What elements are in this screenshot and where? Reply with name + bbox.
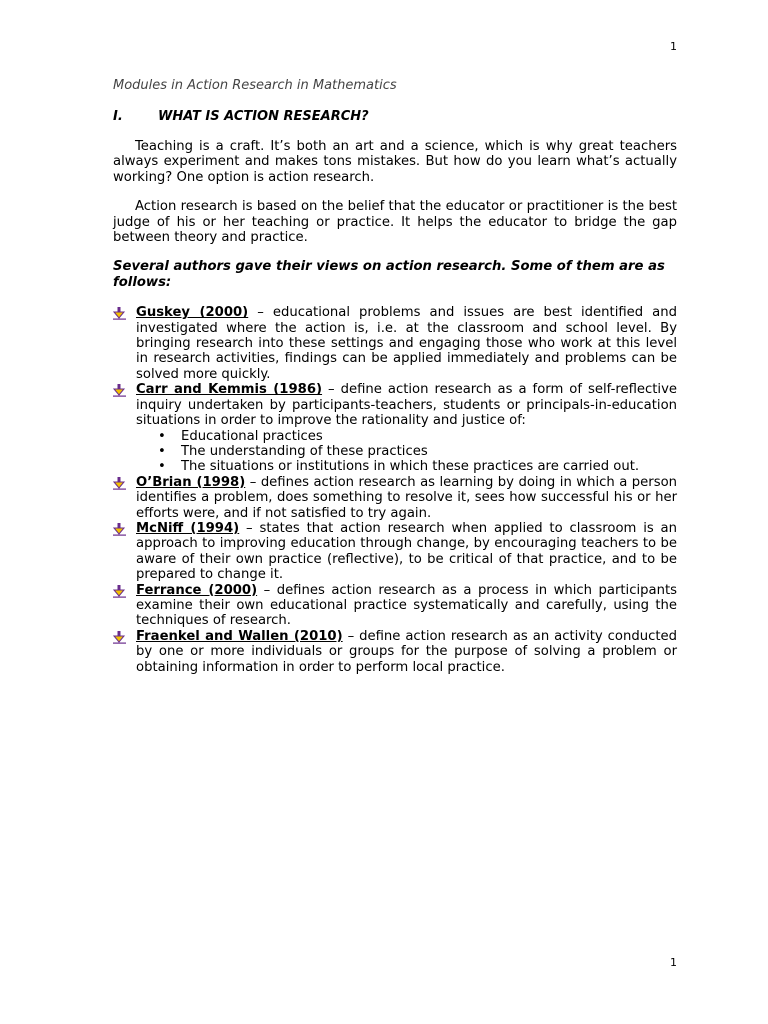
sub-list-item: [158, 429, 677, 444]
author-item: [113, 629, 677, 675]
sub-list-text: Educational practices: [181, 428, 323, 444]
sub-list-text: The situations or institutions in which these practices are carried out.: [181, 459, 640, 475]
author-item: [113, 475, 677, 521]
sub-list: [136, 429, 677, 475]
bullet-icon: •: [158, 428, 166, 444]
section-title: WHAT IS ACTION RESEARCH?: [158, 109, 369, 124]
bullet-icon: •: [158, 459, 166, 475]
author-definition: – educational problems and issues are best identified and investigated where the action is, i.e. at the classroom and school level. By bringing research into these settings and engaging those who work at this level in research activities, findings can be applied immediately and problems can be solved more quickly.: [136, 305, 677, 382]
author-item: [113, 583, 677, 629]
arrow-down-icon: [113, 306, 127, 320]
running-header: Modules in Action Research in Mathematics: [113, 78, 397, 93]
section-heading: [113, 108, 677, 125]
sub-list-item: [158, 459, 677, 474]
arrow-down-icon: [113, 584, 127, 598]
author-definition: – define action research as a form of self-reflective inquiry undertaken by participants-teachers, students or principals-in-education situations in order to improve the rationality and justice of:: [136, 382, 677, 429]
arrow-down-icon: [113, 522, 127, 536]
author-definition: – defines action research as a process in which participants examine their own educational practice systematically and carefully, using the techniques of research.: [136, 582, 677, 629]
document-body: [113, 77, 677, 675]
arrow-down-icon: [113, 476, 127, 490]
page-number: 1: [670, 40, 677, 53]
sub-list-item: [158, 444, 677, 459]
author-name: McNiff (1994): [136, 520, 240, 536]
authors-list: [113, 305, 677, 675]
bullet-icon: •: [158, 443, 166, 459]
author-name: Fraenkel and Wallen (2010): [136, 628, 343, 644]
sub-list-text: The understanding of these practices: [181, 443, 428, 459]
author-name: Ferrance (2000): [136, 582, 258, 598]
authors-intro: Several authors gave their views on action research. Some of them are as follows:: [113, 259, 665, 290]
author-definition: – define action research as an activity conducted by one or more individuals or groups for the purpose of solving a problem or obtaining information in order to perform local practice.: [136, 628, 677, 675]
paragraph: Action research is based on the belief that the educator or practitioner is the best judge of his or her teaching or practice. It helps the educator to bridge the gap between theory and practice.: [113, 199, 677, 246]
author-name: O’Brian (1998): [136, 474, 246, 490]
author-item: [113, 305, 677, 382]
author-name: Carr and Kemmis (1986): [136, 382, 323, 398]
arrow-down-icon: [113, 630, 127, 644]
paragraph: Teaching is a craft. It’s both an art and a science, which is why great teachers always experiment and makes tons mistakes. But how do you learn what’s actually working? One option is action research.: [113, 139, 677, 185]
arrow-down-icon: [113, 383, 127, 397]
author-item: [113, 521, 677, 583]
author-definition: – defines action research as learning by doing in which a person identifies a problem, does something to resolve it, sees how successful his or her efforts were, and if not satisfied to try again.: [136, 474, 677, 521]
footer-page-number: 1: [670, 956, 677, 969]
author-definition: – states that action research when applied to classroom is an approach to improving education through change, by encouraging teachers to be aware of their own practice (reflective), to be critical of that practice, and to be prepared to change it.: [136, 520, 677, 583]
author-item: [113, 382, 677, 474]
author-name: Guskey (2000): [136, 305, 249, 321]
section-number: I.: [113, 109, 123, 124]
